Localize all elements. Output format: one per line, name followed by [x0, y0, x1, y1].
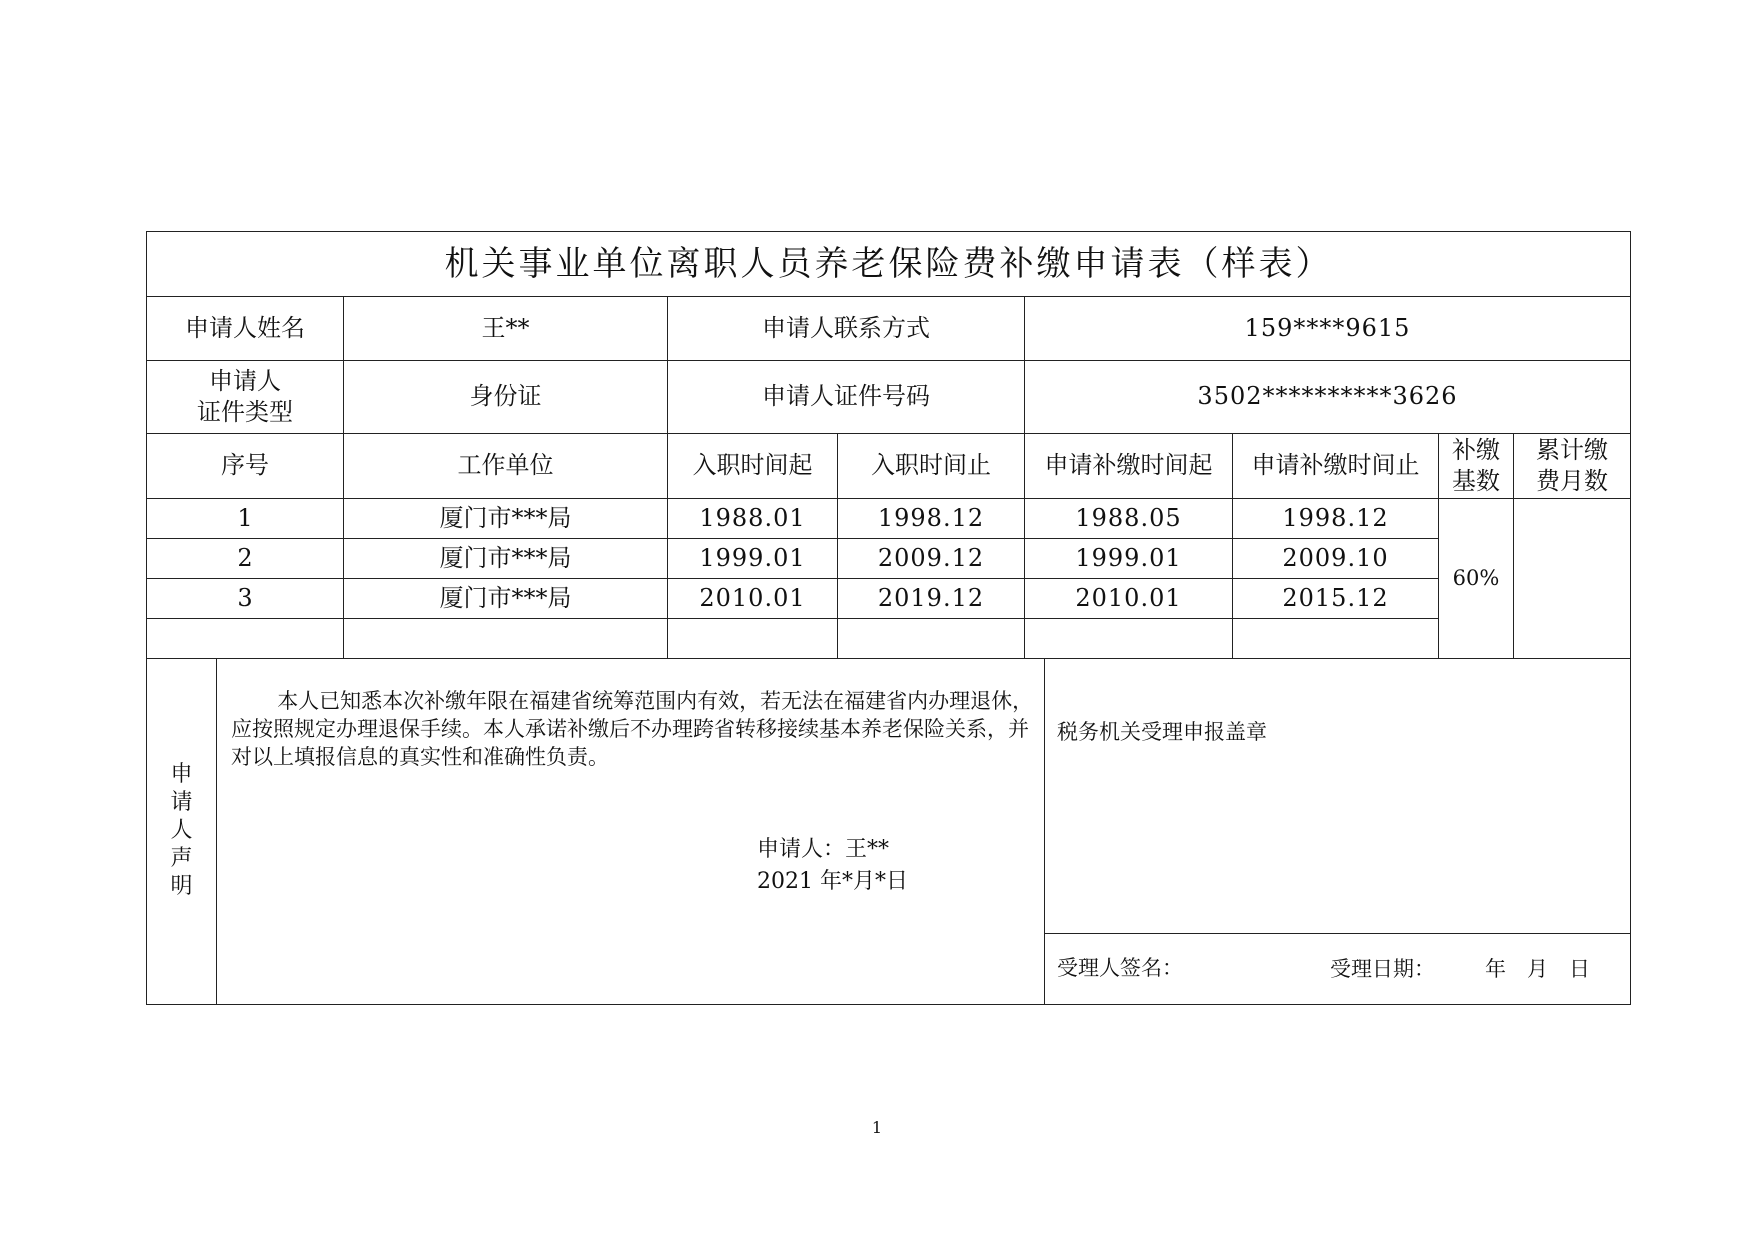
column-start: 入职时间起: [668, 434, 838, 499]
id-type-value: 身份证: [344, 361, 668, 434]
row-pay-start: 1988.05: [1025, 499, 1233, 539]
contact-value: 159****9615: [1025, 297, 1631, 361]
declaration-table: [146, 658, 1631, 1005]
declaration-text: 本人已知悉本次补缴年限在福建省统筹范围内有效，若无法在福建省内办理退休，应按照规定办理退保手续。本人承诺补缴后不办理跨省转移接续基本养老保险关系，并对以上填报信息的真实性和准确性负责。: [231, 688, 1034, 769]
row-employer: 厦门市***局: [344, 539, 668, 579]
declaration-label-char: 人: [170, 818, 193, 843]
row-end: 1998.12: [838, 499, 1025, 539]
declaration-signer: 申请人：王**: [757, 836, 890, 862]
column-months-line2: 费月数: [1536, 467, 1608, 495]
row-seq: 3: [147, 579, 344, 619]
id-number-label: 申请人证件号码: [668, 361, 1025, 434]
accept-date-units: 年 月 日: [1485, 956, 1590, 981]
row-pay-end: 1998.12: [1233, 499, 1439, 539]
column-months-line1: 累计缴: [1536, 435, 1608, 464]
column-employer: 工作单位: [344, 434, 668, 499]
applicant-name-value: 王**: [344, 297, 668, 361]
base-value: 60%: [1439, 499, 1514, 659]
id-type-label: [147, 361, 344, 434]
column-base: [1439, 434, 1514, 499]
row-end: 2009.12: [838, 539, 1025, 579]
row-employer: 厦门市***局: [344, 579, 668, 619]
declaration-label-char: 请: [170, 790, 193, 815]
row-pay-start: 2010.01: [1025, 579, 1233, 619]
row-seq: 1: [147, 499, 344, 539]
accept-date-label: 受理日期：: [1330, 956, 1435, 981]
row-seq: 2: [147, 539, 344, 579]
column-pay-end: 申请补缴时间止: [1233, 434, 1439, 499]
declaration-label-char: 明: [170, 874, 193, 899]
table-row: [147, 499, 1631, 539]
declaration-label-char: 声: [170, 846, 193, 871]
row-start: 1988.01: [668, 499, 838, 539]
declaration-label-char: 申: [170, 762, 193, 787]
declaration-label: [147, 658, 217, 1004]
page-number: 1: [871, 1118, 883, 1137]
contact-label: 申请人联系方式: [668, 297, 1025, 361]
column-seq: 序号: [147, 434, 344, 499]
row-pay-end: 2015.12: [1233, 579, 1439, 619]
row-employer: 厦门市***局: [344, 499, 668, 539]
table-row: [147, 539, 1631, 579]
row-pay-start: 1999.01: [1025, 539, 1233, 579]
column-base-line2: 基数: [1452, 467, 1500, 495]
declaration-date: 2021 年*月*日: [757, 868, 908, 894]
id-type-label-line1: 申请人: [209, 366, 281, 395]
column-base-line1: 补缴: [1452, 435, 1500, 464]
row-end: 2019.12: [838, 579, 1025, 619]
applicant-name-label: 申请人姓名: [147, 297, 344, 361]
months-value: [1514, 499, 1631, 659]
declaration-signature: [757, 834, 908, 898]
id-number-value: 3502**********3626: [1025, 361, 1631, 434]
column-pay-start: 申请补缴时间起: [1025, 434, 1233, 499]
tax-stamp-label: 税务机关受理申报盖章: [1045, 658, 1631, 933]
table-row-empty: [147, 619, 1631, 659]
id-type-label-line2: 证件类型: [197, 398, 293, 426]
column-end: 入职时间止: [838, 434, 1025, 499]
table-row: [147, 579, 1631, 619]
column-months: [1514, 434, 1631, 499]
application-form: [146, 231, 1630, 1005]
row-start: 2010.01: [668, 579, 838, 619]
declaration-body: [217, 658, 1045, 1004]
acceptor-label: 受理人签名：: [1057, 955, 1183, 980]
form-table: [146, 231, 1631, 659]
tax-acceptance: [1045, 933, 1631, 1004]
row-pay-end: 2009.10: [1233, 539, 1439, 579]
form-title: 机关事业单位离职人员养老保险费补缴申请表（样表）: [147, 232, 1631, 297]
row-start: 1999.01: [668, 539, 838, 579]
